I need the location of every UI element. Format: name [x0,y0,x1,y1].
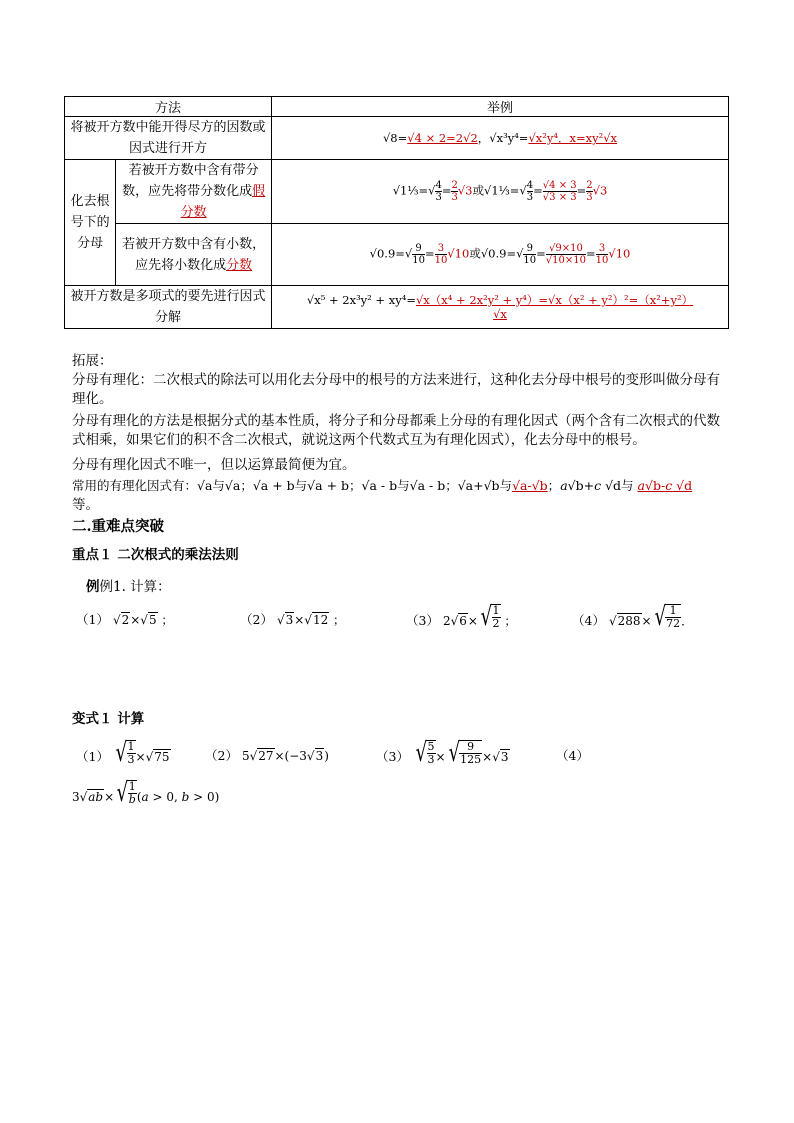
example-1-item-2: （2） √3×√12 ； [240,612,346,627]
variant-1-item-4-label: （4） [556,748,589,763]
row1-example: √8=√4 × 2=2√2，√x³y⁴=√x²y⁴．x=xy²√x [272,117,729,160]
variant-1-item-4: 3√ab× √ $\frac{1}{b}$ (a > 0, b > 0) [72,778,220,808]
header-method: 方法 [65,97,272,117]
section-title: 二.重难点突破 [72,518,165,535]
variant-1-title: 变式１ 计算 [72,711,145,727]
row3-method: 若被开方数中含有小数，应先将小数化成分数 [116,224,272,286]
expand-paragraph-4: 常用的有理化因式有：√a与√a；√a + b与√a + b；√a - b与√a - b；√a+√b与√a-√b；a√b+c √d与 a√b-c √d [72,478,693,493]
example-1-item-3: （3） 2√6× √ $\frac{1}{2}$ ； [406,602,517,632]
methods-table [64,96,729,329]
row2-method: 若被开方数中含有带分数，应先将带分数化成假分数 [116,160,272,224]
expand-heading: 拓展： [72,353,113,369]
expand-paragraph-3: 分母有理化因式不唯一，但以运算最简便为宜。 [72,457,356,473]
row2-example: √1⅓=√ $\frac{4}{3}$ = $\frac{2}{3}$ √3或√1⅓=√ $\frac{4}{3}$ = $\frac{√4 \times 3}{√3 \times 3}$ = $\frac{2}{3}$ √3 [272,160,729,224]
variant-1-item-3: （3） √ $\frac{5}{3}$ × √ $\frac{9}{125}$ ×√3 [376,738,509,768]
variant-1-item-1: （1） √ $\frac{1}{3}$ ×√75 [76,738,170,768]
row4-example: √x⁵ + 2x³y² + xy⁴=√x（x⁴ + 2x²y² + y⁴）=√x（x² + y²）²=（x²+y²） √x [272,286,729,329]
focus-1-title: 重点１ 二次根式的乘法法则 [72,547,239,563]
variant-1-item-2: （2） 5√27×(−3√3) [205,748,329,763]
expand-paragraph-4-end: 等。 [72,497,99,513]
header-example: 举例 [272,97,729,117]
group-label: 化去根号下的分母 [65,160,116,286]
row1-method: 将被开方数中能开得尽方的因数或因式进行开方 [65,117,272,160]
example-1-item-1: （1） √2×√5 ； [76,612,174,627]
example-1-item-4: （4） √288× √ $\frac{1}{72}$ ． [572,602,694,632]
expand-paragraph-1: 分母有理化：二次根式的除法可以用化去分母中的根号的方法来进行，这种化去分母中根号的变形叫做分母有理化。 [72,372,720,407]
expand-paragraph-2: 分母有理化的方法是根据分式的基本性质，将分子和分母都乘上分母的有理化因式（两个含有二次根式的代数式相乘，如果它们的积不含二次根式，就说这两个代数式互为有理化因式），化去分母中的根号。 [72,413,720,448]
row4-method: 被开方数是多项式的要先进行因式分解 [65,286,272,329]
row3-example: √0.9=√ $\frac{9}{10}$ = $\frac{3}{10}$ √10或√0.9=√ $\frac{9}{10}$ = $\frac{√9\times 10}{√10\times 10}$ = $\frac{3}{10}$ √10 [272,224,729,286]
example-1-label: 例例1. 计算： [86,579,171,595]
